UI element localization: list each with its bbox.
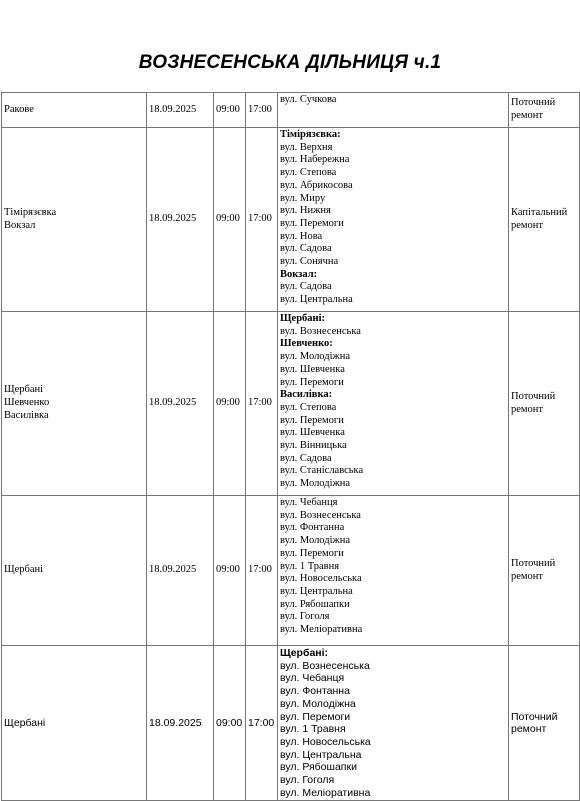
street-item: вул. Перемоги <box>280 414 344 426</box>
street-item: вул. Чебанця <box>280 672 345 685</box>
location-cell <box>2 128 147 312</box>
end-time-cell: 17:00 <box>246 312 278 496</box>
street-item: вул. Набережна <box>280 154 350 166</box>
date-cell: 18.09.2025 <box>147 312 214 496</box>
start-time-cell: 09:00 <box>214 496 246 646</box>
start-time-cell: 09:00 <box>214 93 246 128</box>
street-item: вул. Рябошапки <box>280 598 350 610</box>
street-item: вул. Молодіжна <box>280 351 351 363</box>
location-cell <box>2 312 147 496</box>
street-item: вул. Степова <box>280 167 337 179</box>
date-cell: 18.09.2025 <box>147 93 214 128</box>
street-item: вул. Перемоги <box>280 547 344 559</box>
street-item: вул. Молодіжна <box>280 535 351 547</box>
street-item: вул. Новосельська <box>280 735 371 748</box>
date-cell: 18.09.2025 <box>147 496 214 646</box>
start-time-cell: 09:00 <box>214 128 246 312</box>
street-item: вул. Молодіжна <box>280 478 351 490</box>
street-item: вул. Садова <box>280 452 332 464</box>
repair-type-cell: Капітальний ремонт <box>509 128 580 312</box>
street-item: вул. Фонтанна <box>280 685 350 698</box>
street-item: вул. 1 Травня <box>280 723 346 736</box>
street-item: вул. Гоголя <box>280 611 330 623</box>
settlement-heading: Щербані: <box>280 313 325 324</box>
date-cell: 18.09.2025 <box>147 646 214 801</box>
location-name: Щербані <box>4 384 44 396</box>
settlement-heading: Тімірязєвка: <box>280 129 341 140</box>
date-cell: 18.09.2025 <box>147 128 214 312</box>
address-cell <box>278 93 509 128</box>
settlement-heading: Шевченко: <box>280 338 333 350</box>
table-row <box>2 312 580 496</box>
location-cell <box>2 93 147 128</box>
street-item: вул. Перемоги <box>280 710 351 723</box>
street-item: вул. Меліоративна <box>280 786 371 799</box>
street-item: вул. Гоголя <box>280 774 335 787</box>
repair-type-cell: Поточний ремонт <box>509 496 580 646</box>
street-item: вул. Абрикосова <box>280 179 353 191</box>
street-item: вул. Фонтанна <box>280 522 345 534</box>
street-item: вул. Сонячна <box>280 256 339 268</box>
street-item: вул. Перемоги <box>280 376 344 388</box>
street-item: вул. Сучкова <box>280 94 337 105</box>
settlement-heading: Вокзал: <box>280 268 318 280</box>
address-cell <box>278 312 509 496</box>
street-item: вул. Центральна <box>280 748 362 761</box>
end-time-cell: 17:00 <box>246 496 278 646</box>
street-item: вул. Новосельська <box>280 573 362 585</box>
street-item: вул. Садова <box>280 281 332 293</box>
street-item: вул. 1 Травня <box>280 560 340 572</box>
end-time-cell: 17:00 <box>246 93 278 128</box>
repair-type-cell: Поточний ремонт <box>509 312 580 496</box>
street-item: вул. Меліоративна <box>280 624 363 636</box>
street-item: вул. Верхня <box>280 141 333 153</box>
location-name: Щербані <box>4 716 46 729</box>
table-row <box>2 496 580 646</box>
street-item: вул. Вознесенська <box>280 325 361 337</box>
street-item: вул. Центральна <box>280 294 353 306</box>
end-time-cell: 17:00 <box>246 646 278 801</box>
settlement-heading: Щербані: <box>280 647 329 659</box>
table-row <box>2 646 580 801</box>
street-item: вул. Молодіжна <box>280 697 356 710</box>
street-item: вул. Чебанця <box>280 497 338 508</box>
settlement-heading: Василівка: <box>280 389 333 401</box>
street-item: вул. Миру <box>280 192 326 204</box>
address-cell <box>278 646 509 801</box>
street-item: вул. Перемоги <box>280 217 344 229</box>
street-item: вул. Шевченка <box>280 363 345 375</box>
repair-type-cell: Поточний ремонт <box>509 93 580 128</box>
street-item: вул. Степова <box>280 401 337 413</box>
street-item: вул. Шевченка <box>280 427 345 439</box>
address-cell <box>278 496 509 646</box>
street-item: вул. Центральна <box>280 585 353 597</box>
location-name: Ракове <box>4 103 34 115</box>
start-time-cell: 09:00 <box>214 312 246 496</box>
location-cell <box>2 646 147 801</box>
location-name: Вокзал <box>4 219 36 231</box>
location-name: Шевченко <box>4 397 50 409</box>
location-cell <box>2 496 147 646</box>
outage-table <box>1 92 580 801</box>
street-item: вул. Садова <box>280 243 332 255</box>
repair-type-cell: Поточний ремонт <box>509 646 580 801</box>
street-item: вул. Рябошапки <box>280 761 357 774</box>
location-name: Тімірязєвка <box>4 206 57 218</box>
end-time-cell: 17:00 <box>246 128 278 312</box>
street-item: вул. Нижня <box>280 205 331 217</box>
page-title: ВОЗНЕСЕНСЬКА ДІЛЬНИЦЯ ч.1 <box>138 52 442 73</box>
street-item: вул. Вінницька <box>280 440 347 452</box>
street-item: вул. Станіславська <box>280 465 364 477</box>
address-cell <box>278 128 509 312</box>
street-item: вул. Нова <box>280 230 323 242</box>
table-row <box>2 128 580 312</box>
table-row <box>2 93 580 128</box>
start-time-cell: 09:00 <box>214 646 246 801</box>
table-body <box>2 93 580 801</box>
location-name: Василівка <box>4 409 49 421</box>
street-item: вул. Вознесенська <box>280 659 370 672</box>
location-name: Щербані <box>4 564 44 576</box>
street-item: вул. Вознесенська <box>280 509 361 521</box>
